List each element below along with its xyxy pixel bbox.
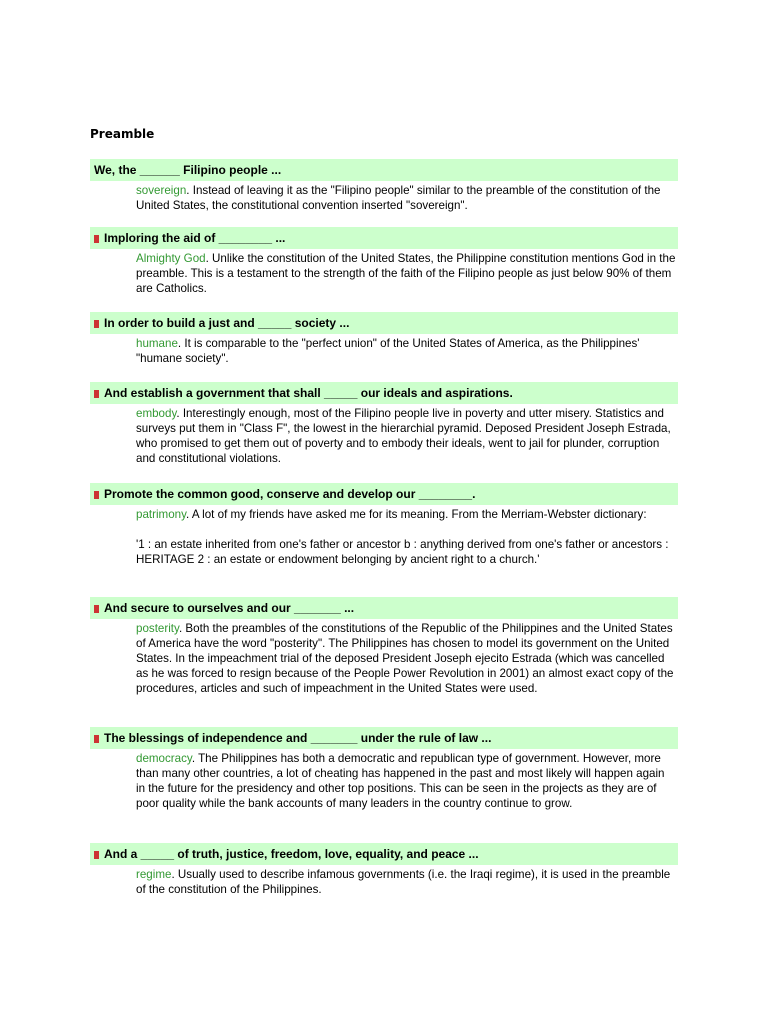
question-text: Promote the common good, conserve and develop our ________. xyxy=(104,487,476,501)
question-bar xyxy=(90,843,678,865)
question-text: In order to build a just and _____ society ... xyxy=(104,316,350,330)
answer-block xyxy=(136,751,676,811)
answer-word: Almighty God xyxy=(136,252,206,265)
answer-explanation: . Usually used to describe infamous governments (i.e. the Iraqi regime), it is used in the preamble of the constitution of the Philippines. xyxy=(136,868,671,896)
answer-word: posterity xyxy=(136,622,179,635)
answer-explanation: . Both the preambles of the constitutions of the Republic of the Philippines and the United States of America have the word "posterity". The Philippines has chosen to model its government on the United States. In the impeachment trial of the deposed President Joseph ejecito Estrada (which was cancelled as he was forced to resign because of the People Power Revolution in 2001) an almost exact copy of the procedures, articles and such of impeachment in the United States were used. xyxy=(136,622,674,695)
dictionary-quote: '1 : an estate inherited from one's father or ancestor b : anything derived from one's father or ancestors : HERITAGE 2 : an estate or endowment belonging by ancient right to a church.' xyxy=(136,538,669,566)
bullet-icon xyxy=(94,320,99,328)
question-bar xyxy=(90,159,678,181)
answer-block xyxy=(136,867,676,897)
question-item xyxy=(90,159,678,213)
answer-block xyxy=(136,406,676,466)
question-item xyxy=(90,597,678,696)
bullet-icon xyxy=(94,235,99,243)
answer-word: humane xyxy=(136,337,178,350)
answer-explanation: . Unlike the constitution of the United States, the Philippine constitution mentions God in the preamble. This is a testament to the strength of the faith of the Filipino people as just below 90% of them are Catholics. xyxy=(136,252,676,295)
question-bar xyxy=(90,727,678,749)
question-item xyxy=(90,727,678,811)
bullet-icon xyxy=(94,491,99,499)
bullet-icon xyxy=(94,851,99,859)
answer-word: embody xyxy=(136,407,177,420)
question-bar xyxy=(90,382,678,404)
question-text: The blessings of independence and _______ under the rule of law ... xyxy=(104,731,492,745)
answer-block xyxy=(136,183,676,213)
question-bar xyxy=(90,227,678,249)
bullet-icon xyxy=(94,605,99,613)
page-title: Preamble xyxy=(90,127,155,141)
answer-word: democracy xyxy=(136,752,192,765)
question-text: Imploring the aid of ________ ... xyxy=(104,231,286,245)
question-text: We, the ______ Filipino people ... xyxy=(94,163,282,177)
question-item xyxy=(90,312,678,366)
question-item xyxy=(90,227,678,296)
answer-explanation: . Instead of leaving it as the "Filipino people" similar to the preamble of the constitution of the United States, the constitutional convention inserted "sovereign". xyxy=(136,184,661,212)
answer-explanation: . The Philippines has both a democratic and republican type of government. However, more than many other countries, a lot of cheating has happened in the past and most likely will happen again in the future for the presidency and other top positions. This can be seen in the projects as they are of poor quality while the bank accounts of many leaders in the country continue to grow. xyxy=(136,752,665,810)
answer-explanation: . A lot of my friends have asked me for its meaning. From the Merriam-Webster dictionary: xyxy=(186,508,647,521)
question-text: And secure to ourselves and our _______ ... xyxy=(104,601,355,615)
question-text: And establish a government that shall _____ our ideals and aspirations. xyxy=(104,386,513,400)
answer-block xyxy=(136,336,676,366)
question-item xyxy=(90,483,678,567)
answer-block xyxy=(136,621,676,696)
answer-word: regime xyxy=(136,868,172,881)
question-text: And a _____ of truth, justice, freedom, love, equality, and peace ... xyxy=(104,847,479,861)
answer-explanation: . It is comparable to the "perfect union" of the United States of America, as the Philippines' "humane society". xyxy=(136,337,640,365)
question-item xyxy=(90,382,678,466)
answer-block xyxy=(136,251,676,296)
bullet-icon xyxy=(94,390,99,398)
answer-word: sovereign xyxy=(136,184,187,197)
question-bar xyxy=(90,597,678,619)
answer-block xyxy=(136,507,676,567)
question-bar xyxy=(90,312,678,334)
question-bar xyxy=(90,483,678,505)
question-item xyxy=(90,843,678,897)
answer-word: patrimony xyxy=(136,508,187,521)
answer-explanation: . Interestingly enough, most of the Filipino people live in poverty and utter misery. Statistics and surveys put them in "Class F", the lowest in the hierarchial pyramid. Deposed President Joseph Estrada, who promised to get them out of poverty and to embody their ideals, went to jail for plunder, corruption and constitutional violations. xyxy=(136,407,671,465)
bullet-icon xyxy=(94,735,99,743)
